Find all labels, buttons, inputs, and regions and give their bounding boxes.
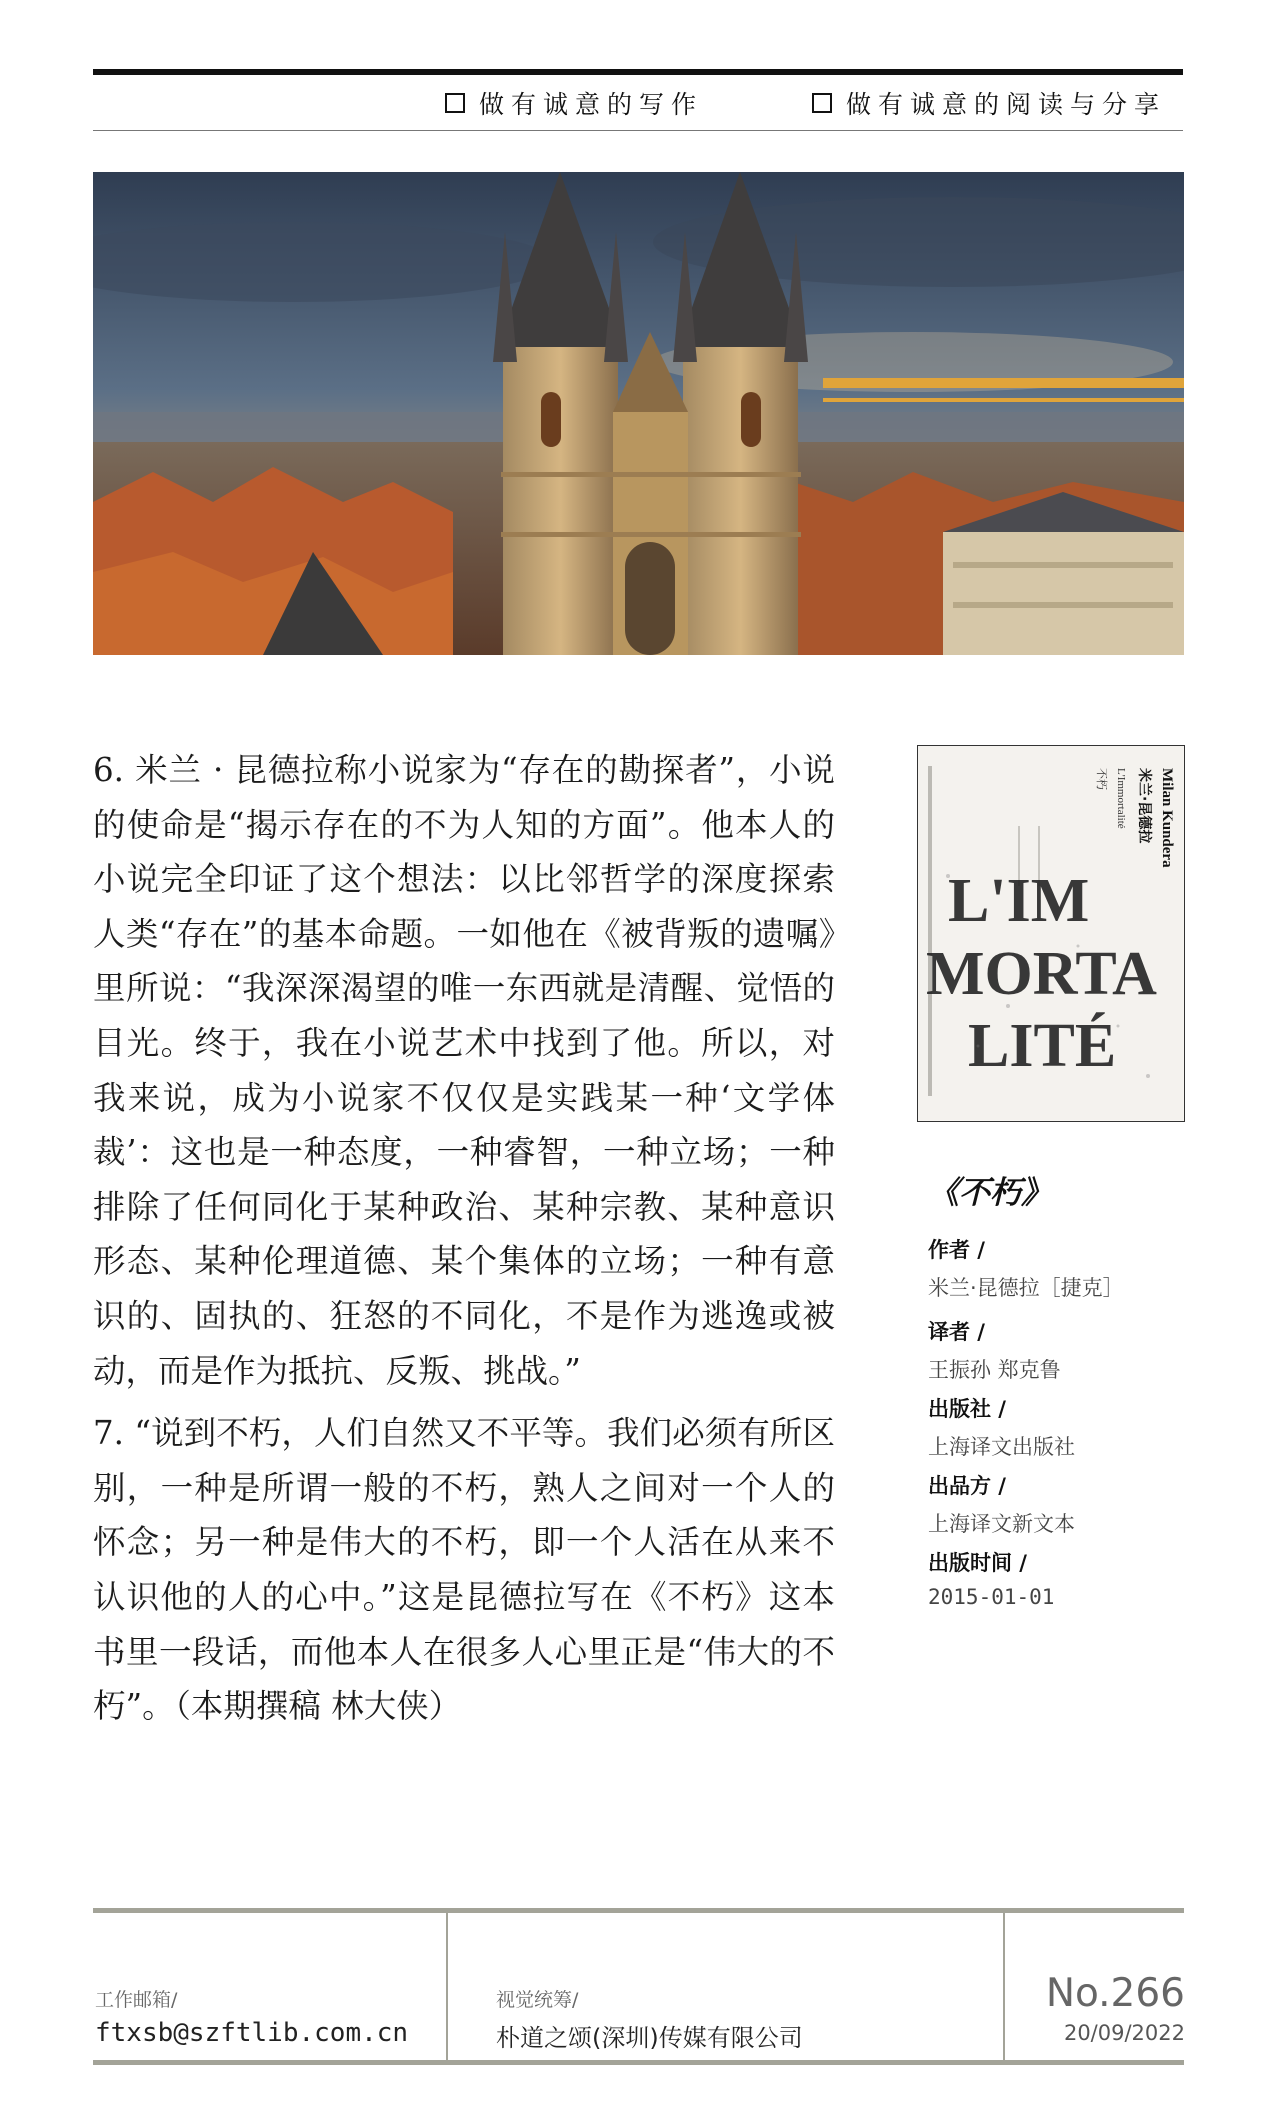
footer-bottom-rule [93, 2060, 1184, 2065]
cover-author-en: Milan Kundera [1159, 768, 1175, 868]
tagline-writing-text: 做有诚意的写作 [479, 90, 704, 119]
meta-producer-value: 上海译文新文本 [928, 1512, 1075, 1536]
meta-publisher-value: 上海译文出版社 [928, 1435, 1075, 1459]
tagline-writing [445, 88, 703, 118]
tagline-reading [812, 88, 1166, 118]
design-label: 视觉统筹/ [496, 1989, 579, 2011]
meta-author-label: 作者 / [928, 1238, 985, 1262]
paragraph-6: 6. 米兰 · 昆德拉称小说家为“存在的勘探者”，小说的使命是“揭示存在的不为人知的方面”。他本人的小说完全印证了这个想法：以比邻哲学的深度探索人类“存在”的基本命题。一如他在《被背叛的遗嘱》里所说：“我深深渴望的唯一东西就是清醒、觉悟的目光。终于，我在小说艺术中找到了他。所以，对我来说，成为小说家不仅仅是实践某一种‘文学体裁’：这也是一种态度，一种睿智，一种立场；一种排除了任何同化于某种政治、某种宗教、某种意识形态、某种伦理道德、某个集体的立场；一种有意识的、固执的、狂怒的不同化，不是作为逃逸或被动，而是作为抵抗、反叛、挑战。” [93, 751, 835, 1390]
cover-big-line-3: LITÉ [968, 1012, 1117, 1080]
book-cover-image [917, 745, 1185, 1122]
footer-divider [446, 1908, 448, 2065]
meta-author-value: 米兰·昆德拉［捷克］ [928, 1276, 1124, 1300]
header-top-rule [93, 69, 1183, 75]
footer-divider [1003, 1908, 1005, 2065]
paragraph-7: 7. “说到不朽，人们自然又不平等。我们必须有所区别，一种是所谓一般的不朽，熟人之间对一个人的怀念；另一种是伟大的不朽，即一个人活在从来不认识他的人的心中。”这是昆德拉写在《不朽》这本书里一段话，而他本人在很多人心里正是“伟大的不朽”。（本期撰稿 林大侠） [93, 1414, 835, 1726]
meta-producer-label: 出品方 / [928, 1474, 1006, 1498]
header-bottom-rule [93, 130, 1183, 131]
book-cover-art [918, 746, 1183, 1120]
prague-skyline-illustration [93, 172, 1184, 655]
checkbox-square-icon [445, 93, 465, 113]
issue-date: 20/09/2022 [1063, 2021, 1185, 2045]
book-title: 《不朽》 [928, 1175, 1052, 1211]
meta-publisher-label: 出版社 / [928, 1397, 1006, 1421]
meta-translator-label: 译者 / [928, 1320, 985, 1344]
issue-number: No.266 [1045, 1971, 1185, 2016]
meta-translator-value: 王振孙 郑克鲁 [928, 1358, 1061, 1382]
email-label: 工作邮箱/ [95, 1989, 178, 2011]
meta-date-label: 出版时间 / [928, 1551, 1027, 1575]
tagline-reading-text: 做有诚意的阅读与分享 [846, 90, 1167, 119]
cover-author-cn: 米兰·昆德拉 [1136, 768, 1152, 844]
cover-big-line-1: L'IM [948, 867, 1090, 935]
design-value: 朴道之颂(深圳)传媒有限公司 [496, 2024, 803, 2052]
footer-top-rule [93, 1908, 1184, 1913]
cover-title-cn: 不朽 [1095, 768, 1108, 790]
meta-date-value: 2015-01-01 [928, 1585, 1055, 1609]
cover-big-line-2: MORTA [926, 940, 1157, 1008]
hero-image [93, 172, 1184, 655]
email-link[interactable]: ftxsb@szftlib.com.cn [95, 2018, 409, 2048]
checkbox-square-icon [812, 93, 832, 113]
cover-title-fr: L'Immortalité [1115, 768, 1127, 829]
article-body [93, 743, 835, 1742]
